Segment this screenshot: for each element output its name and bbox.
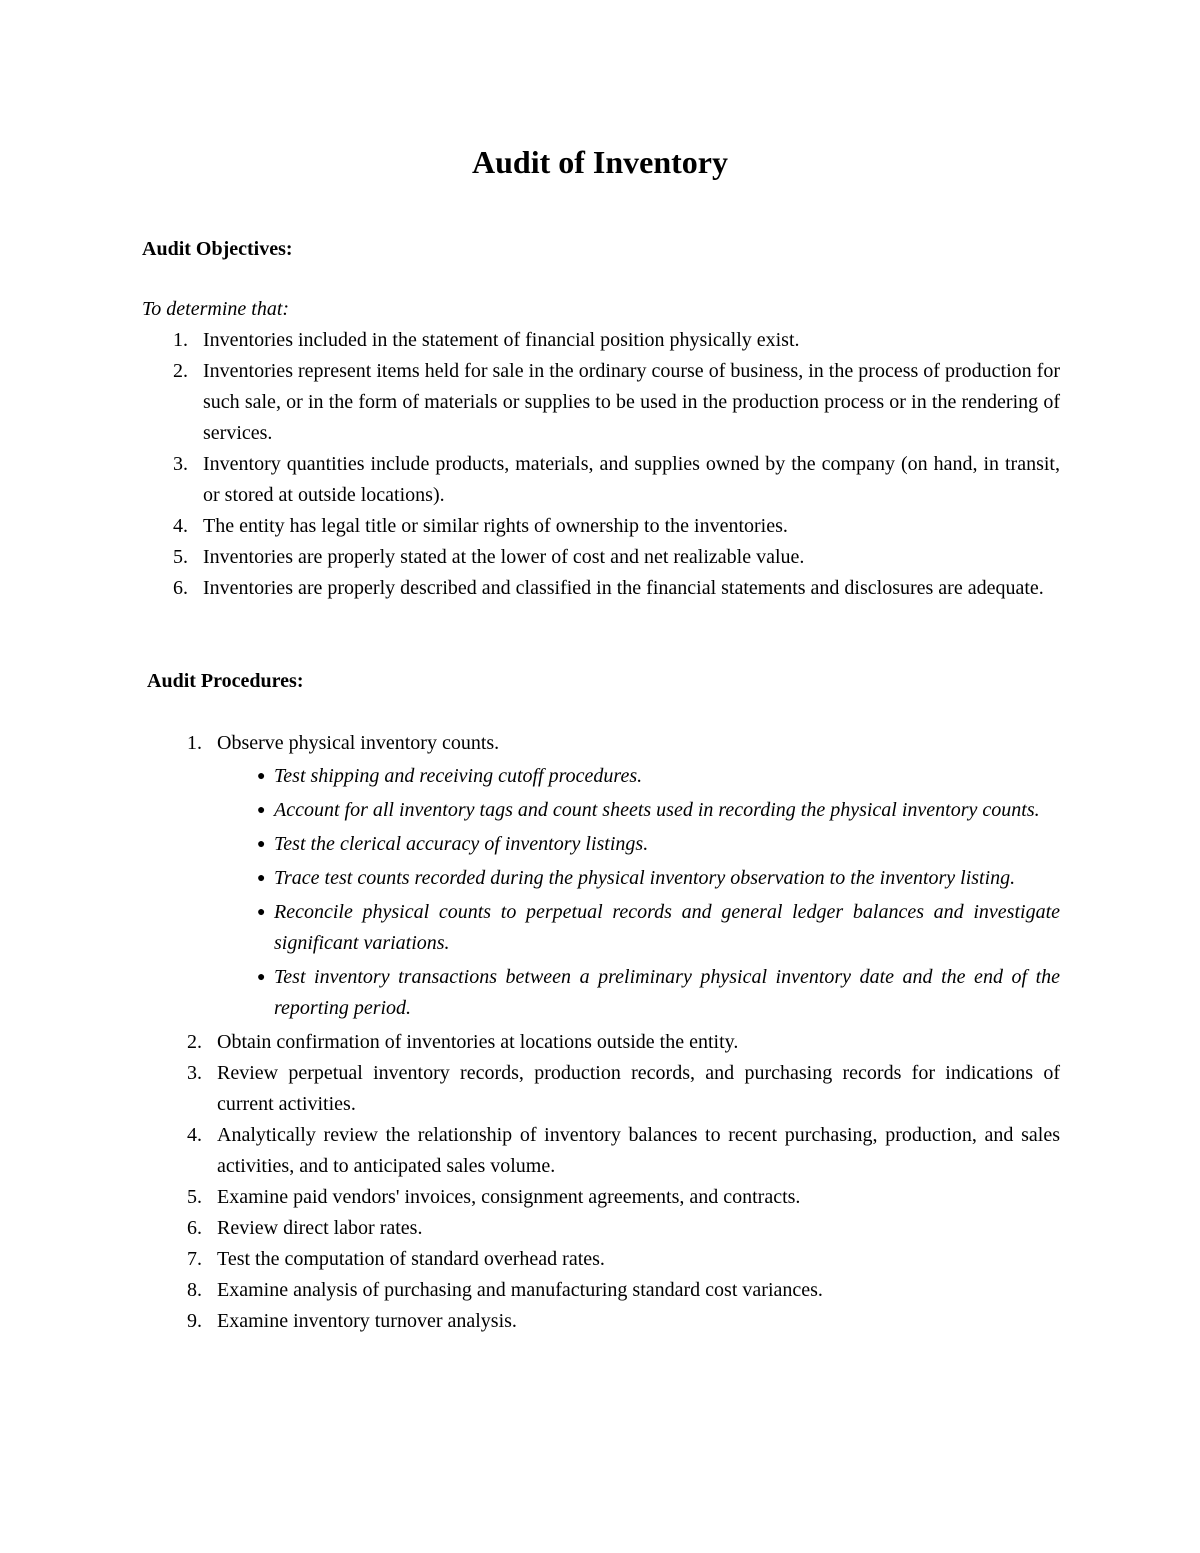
bullet-icon: ● [257,905,266,920]
item-number: 5. [187,1186,202,1208]
observation-steps-list [217,761,1060,1024]
item-text: Inventories represent items held for sale in the ordinary course of business, in the process of production for such sale, or in the form of materials or supplies to be used in the production process or in the rendering of services. [203,360,1060,444]
bullet-text: Reconcile physical counts to perpetual records and general ledger balances and investigate significant variations. [274,901,1060,954]
bullet-text: Account for all inventory tags and count sheets used in recording the physical inventory counts. [274,799,1040,821]
procedures-heading: Audit Procedures: [147,670,304,692]
item-number: 2. [173,360,188,382]
bullet-icon: ● [257,970,266,985]
item-text: Observe physical inventory counts. [217,732,500,754]
list-item [173,542,1060,573]
document-title: Audit of Inventory [471,144,728,180]
item-text: Review perpetual inventory records, production records, and purchasing records for indications of current activities. [217,1062,1060,1115]
item-number: 3. [187,1062,202,1084]
item-text: Inventories are properly described and classified in the financial statements and disclosures are adequate. [203,577,1044,599]
list-item [187,1120,1060,1182]
item-text: The entity has legal title or similar rights of ownership to the inventories. [203,515,788,537]
objectives-intro: To determine that: [142,298,290,320]
item-text: Review direct labor rates. [217,1217,423,1239]
item-number: 3. [173,453,188,475]
item-number: 7. [187,1248,202,1270]
bullet-item [217,829,1060,860]
item-text: Analytically review the relationship of inventory balances to recent purchasing, production, and sales activities, and to anticipated sales volume. [217,1124,1060,1177]
bullet-text: Test the clerical accuracy of inventory listings. [274,833,649,855]
list-item [187,1027,1060,1058]
item-text: Test the computation of standard overhead rates. [217,1248,605,1270]
objectives-heading: Audit Objectives: [142,238,293,260]
item-number: 1. [187,732,202,754]
item-number: 1. [173,329,188,351]
list-item [187,1213,1060,1244]
item-number: 2. [187,1031,202,1053]
item-number: 9. [187,1310,202,1332]
bullet-text: Test shipping and receiving cutoff procedures. [274,765,643,787]
list-item [187,1306,1060,1337]
list-item [173,356,1060,449]
bullet-item [217,795,1060,826]
bullet-text: Trace test counts recorded during the physical inventory observation to the inventory listing. [274,867,1016,889]
bullet-item [217,761,1060,792]
item-number: 4. [173,515,188,537]
item-text: Examine analysis of purchasing and manufacturing standard cost variances. [217,1279,823,1301]
item-text: Obtain confirmation of inventories at locations outside the entity. [217,1031,739,1053]
item-text: Examine paid vendors' invoices, consignment agreements, and contracts. [217,1186,801,1208]
item-text: Inventories included in the statement of financial position physically exist. [203,329,800,351]
list-item [187,1275,1060,1306]
item-number: 6. [173,577,188,599]
bullet-icon: ● [257,837,266,852]
item-text: Inventory quantities include products, materials, and supplies owned by the company (on hand, in transit, or stored at outside locations). [203,453,1060,506]
list-item [173,573,1060,604]
list-item [187,728,1060,1024]
item-number: 4. [187,1124,202,1146]
list-item [187,1058,1060,1120]
list-item [187,1244,1060,1275]
list-item [173,511,1060,542]
procedures-list [187,728,1060,1337]
bullet-item [217,962,1060,1024]
bullet-icon: ● [257,769,266,784]
list-item [187,1182,1060,1213]
list-item [173,449,1060,511]
item-text: Inventories are properly stated at the lower of cost and net realizable value. [203,546,805,568]
list-item [173,325,1060,356]
bullet-item [217,897,1060,959]
item-text: Examine inventory turnover analysis. [217,1310,517,1332]
bullet-icon: ● [257,803,266,818]
bullet-icon: ● [257,871,266,886]
bullet-item [217,863,1060,894]
objectives-list [173,325,1060,604]
item-number: 6. [187,1217,202,1239]
item-number: 5. [173,546,188,568]
bullet-text: Test inventory transactions between a preliminary physical inventory date and the end of the reporting period. [274,966,1060,1019]
item-number: 8. [187,1279,202,1301]
